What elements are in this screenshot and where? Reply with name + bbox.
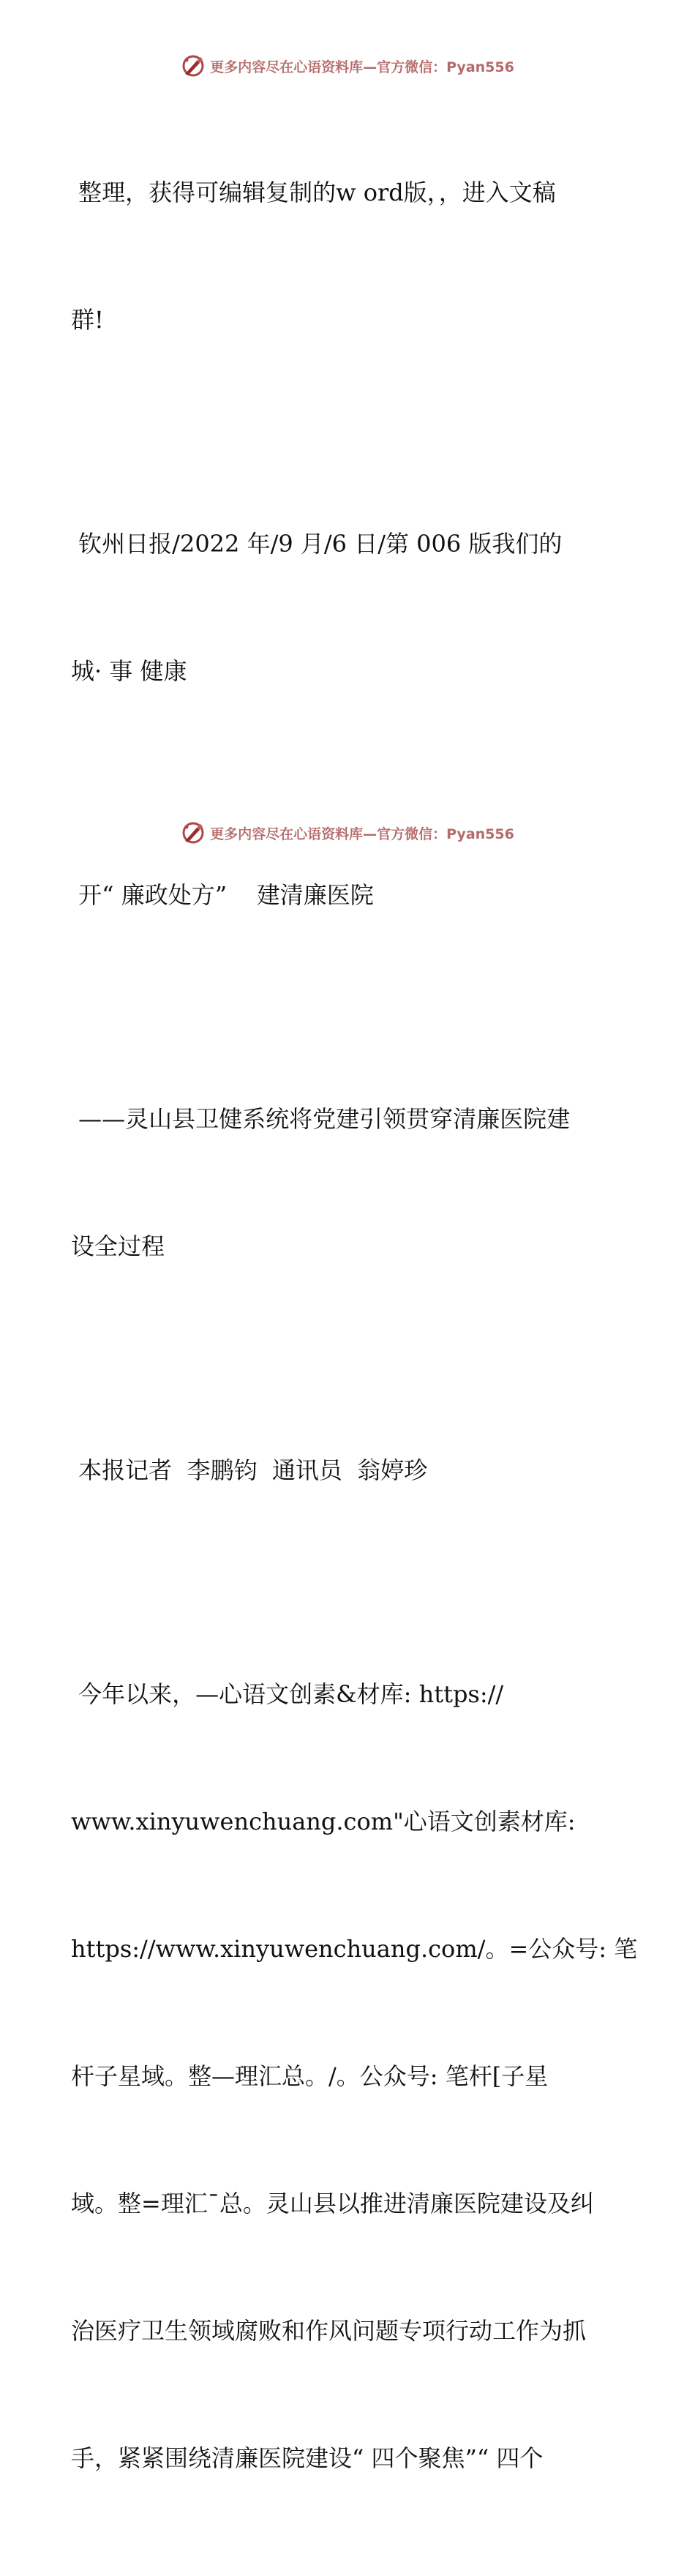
pen-logo-icon	[181, 820, 206, 845]
text-line: 手，紧紧围绕清廉医院建设“ 四个聚焦”“ 四个	[71, 2444, 544, 2472]
paragraph-note	[71, 86, 624, 426]
article-body-paragraph	[71, 1588, 638, 2564]
article-byline	[71, 1364, 624, 1576]
text-line: 治医疗卫生领域腐败和作风问题专项行动工作为抓	[71, 2317, 587, 2345]
text-line: ——灵山县卫健系统将党建引领贯穿清廉医院建	[71, 1105, 571, 1133]
pen-logo-icon	[181, 53, 206, 78]
text-line: 整理，获得可编辑复制的w ord版，，进入文稿	[71, 179, 556, 206]
footer-banner-inner	[181, 820, 514, 845]
text-line: 开“ 廉政处方” 建清廉医院	[71, 881, 374, 909]
text-line: 群!	[71, 306, 104, 334]
text-line: 今年以来，—心语文创素&材库: https://	[71, 1680, 504, 1708]
text-line: 钦州日报/2022 年/9 月/6 日/第 006 版我们的	[71, 530, 563, 558]
header-banner-inner	[181, 53, 514, 78]
article-subtitle	[71, 1013, 624, 1352]
header-banner	[0, 51, 695, 80]
text-line: https://www.xinyuwenchuang.com/。=公众号: 笔	[71, 1935, 638, 1963]
banner-text: 更多内容尽在心语资料库—官方微信：Pyan556	[210, 825, 514, 842]
footer-banner	[0, 818, 695, 847]
text-line: www.xinyuwenchuang.com"心语文创素材库:	[71, 1808, 576, 1835]
text-line: 杆子星域。整—理汇总。/。公众号: 笔杆[子星	[71, 2062, 549, 2090]
banner-text: 更多内容尽在心语资料库—官方微信：Pyan556	[210, 59, 514, 75]
paragraph-source	[71, 438, 624, 777]
text-line: 设全过程	[71, 1232, 165, 1260]
text-line: 城· 事 健康	[71, 657, 187, 685]
document-body	[71, 86, 638, 2576]
text-line: 域。整=理汇¯总。灵山县以推进清廉医院建设及纠	[71, 2190, 594, 2217]
text-line: 本报记者 李鹏钧 通讯员 翁婷珍	[71, 1456, 428, 1484]
